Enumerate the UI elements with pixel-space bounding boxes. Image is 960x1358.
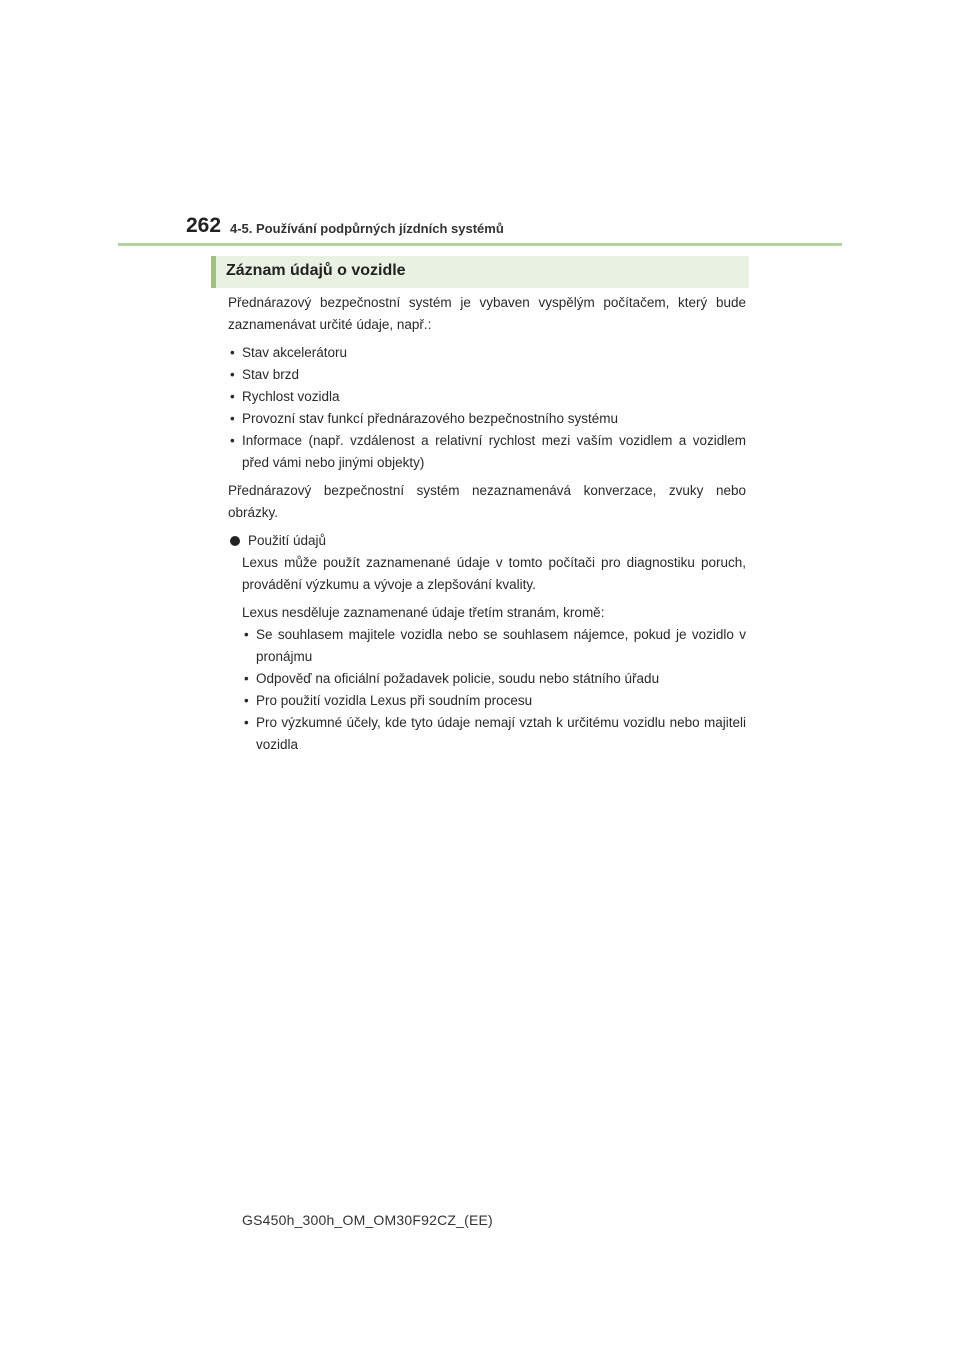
list-item: • Rychlost vozidla (228, 386, 746, 408)
section-heading: Záznam údajů o vozidle (226, 262, 406, 279)
intro-paragraph: Přednárazový bezpečnostní systém je vybaven vyspělým počítačem, který bude zaznamenávat určité údaje, např.: (228, 295, 746, 332)
recorded-items-list (228, 342, 746, 474)
section-heading-bar (211, 256, 749, 288)
list-item: • Informace (např. vzdálenost a relativní rychlost mezi vaším vozidlem a vozidlem před vámi nebo jinými objekty) (228, 430, 746, 474)
page-header (186, 214, 846, 244)
usage-paragraph-2: Lexus nesděluje zaznamenané údaje třetím stranám, kromě: (242, 605, 605, 620)
list-item: • Se souhlasem majitele vozidla nebo se souhlasem nájemce, pokud je vozidlo v pronájmu (242, 624, 746, 668)
list-item: • Stav brzd (228, 364, 746, 386)
list-item: • Pro použití vozidla Lexus při soudním procesu (242, 690, 746, 712)
usage-paragraph-1: Lexus může použít zaznamenané údaje v tomto počítači pro diagnostiku poruch, provádění výzkumu a vývoje a zlepšování kvality. (242, 555, 746, 592)
list-item: • Pro výzkumné účely, kde tyto údaje nemají vztah k určitému vozidlu nebo majiteli vozidla (242, 712, 746, 756)
not-recorded-paragraph: Přednárazový bezpečnostní systém nezaznamenává konverzace, zvuky nebo obrázky. (228, 483, 746, 520)
circle-bullet-icon (230, 536, 240, 546)
usage-title: Použití údajů (248, 533, 327, 548)
usage-section (242, 552, 746, 756)
usage-subheading (228, 530, 746, 552)
list-item: • Provozní stav funkcí přednárazového bezpečnostního systému (228, 408, 746, 430)
section-title: 4-5. Používání podpůrných jízdních systémů (230, 221, 504, 236)
exceptions-list (242, 624, 746, 756)
page-content (228, 292, 746, 762)
header-divider (118, 243, 842, 246)
heading-accent (211, 256, 216, 288)
list-item: • Stav akcelerátoru (228, 342, 746, 364)
document-footer: GS450h_300h_OM_OM30F92CZ_(EE) (242, 1212, 493, 1228)
page-number: 262 (186, 214, 222, 237)
list-item: • Odpověď na oficiální požadavek policie, soudu nebo státního úřadu (242, 668, 746, 690)
